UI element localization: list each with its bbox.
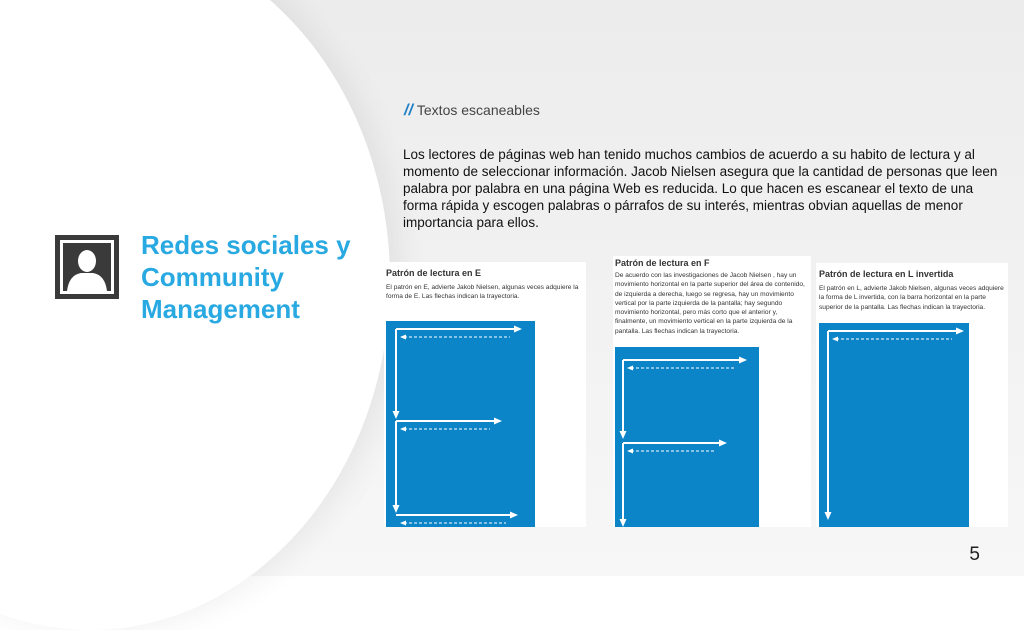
title-line-3: Management [141,294,300,324]
l-pattern-arrows [816,263,1008,527]
figure-description: El patrón en E, advierte Jakob Nielsen, algunas veces adquiere la forma de E. Las flechas indican la trayectoria. [386,284,579,301]
slide-title [141,229,381,325]
title-line-1: Redes sociales y [141,230,351,260]
title-line-2: Community [141,262,284,292]
figure-title: Patrón de lectura en E [386,268,482,278]
f-pattern-arrows [613,256,811,527]
figure-title: Patrón de lectura en F [615,258,710,268]
e-pattern-arrows [384,262,586,527]
figure-l-pattern [816,263,1008,527]
section-label-text: Textos escaneables [416,102,540,118]
figure-title: Patrón de lectura en L invertida [819,269,954,279]
user-silhouette-icon [55,235,119,299]
section-prefix: // [404,102,413,119]
figure-description: De acuerdo con las investigaciones de Jacob Nielsen , hay un movimiento horizontal en la parte superior del área de contenido, de izquierda a derecha, luego se regresa, hay un movimiento vertical por la parte izquierda de la pantalla; hay segundo movimiento horizontal, pero más corto que el anterior y, finalmente, un movimiento vertical en la parte izquierda de la pantalla. Las flechas indican la trayectoria. [615,272,805,335]
page-number: 5 [969,544,980,565]
figure-f-pattern [613,256,811,527]
figure-description: El patrón en L, advierte Jakob Nielsen, algunas veces adquiere la forma de L invertida, con la barra horizontal en la parte superior de la pantalla. Las flechas indican la trayectoria. [819,285,1004,311]
body-paragraph: Los lectores de páginas web han tenido muchos cambios de acuerdo a su habito de lectura y al momento de seleccionar información. Jacob Nielsen asegura que la cantidad de personas que leen palabra por palabra en una página Web es reducida. Lo que hacen es escanear el texto de una forma rápida y escogen palabras o párrafos de su interés, mientras obvian aquellas de menor importancia para ellos. [403,147,998,230]
section-label [404,102,540,120]
figure-e-pattern [384,262,586,527]
